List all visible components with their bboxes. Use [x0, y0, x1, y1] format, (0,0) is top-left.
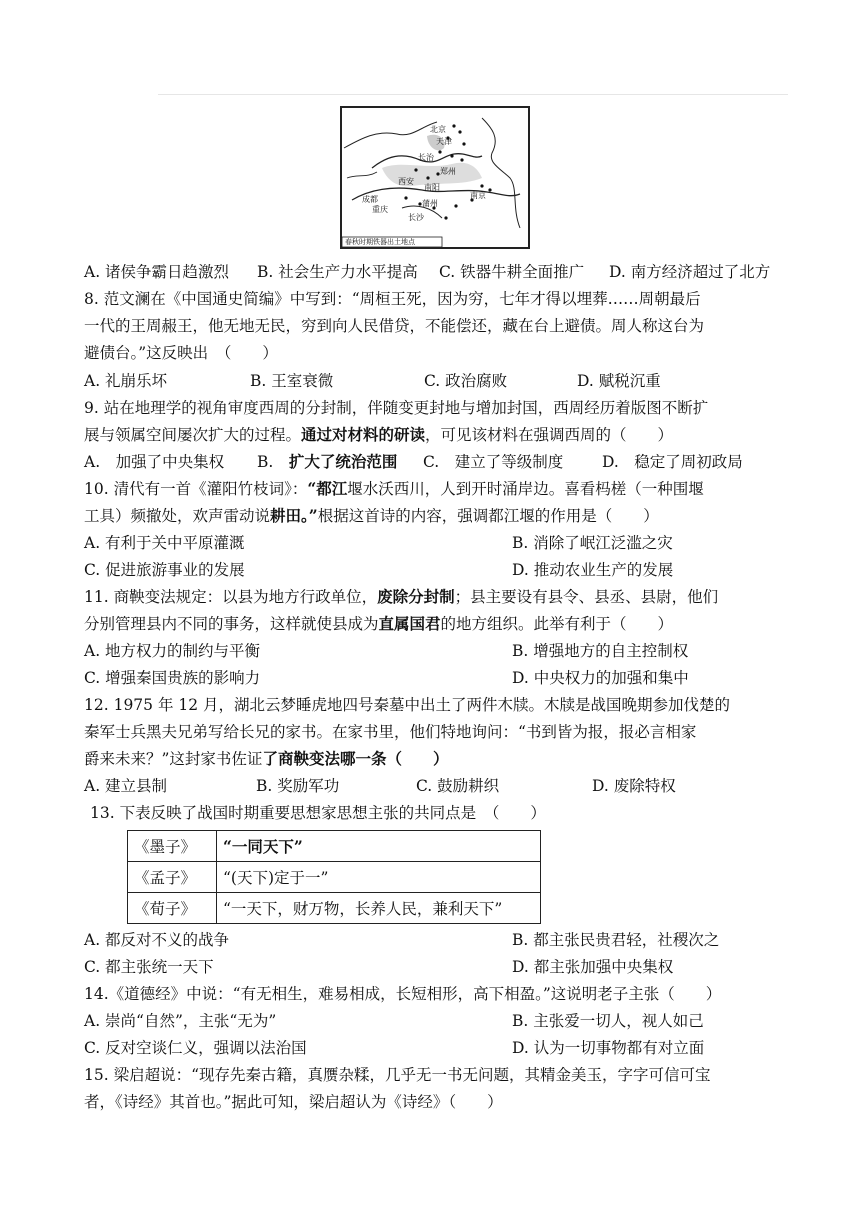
q11-option-d[interactable]: D. 中央权力的加强和集中	[512, 669, 689, 687]
table-cell-quote: “一天下，财万物，长养人民，兼利天下”	[217, 893, 541, 924]
q12-option-c[interactable]: C. 鼓励耕织	[416, 777, 500, 795]
map-caption: 春秋时期铁器出土地点	[345, 238, 415, 246]
q10-option-b[interactable]: B. 消除了岷江泛滥之灾	[512, 534, 673, 552]
q12-stem-line3	[84, 746, 448, 772]
q13-stem-line1: 13. 下表反映了战国时期重要思想家思想主张的共同点是 （ ）	[90, 804, 546, 822]
table-row	[128, 831, 541, 862]
map-label-chengdu: 成都	[362, 195, 378, 204]
q9-option-d[interactable]: D. 稳定了周初政局	[602, 453, 743, 471]
table-row	[128, 862, 541, 893]
q12-stem-text: 爵来未来？”这封家书佐证	[84, 750, 263, 768]
q12-stem-line2: 秦军士兵黑夫兄弟写给长兄的家书。在家书里，他们特地询问：“书到皆为报，报必言相家	[84, 723, 697, 741]
q13-option-c[interactable]: C. 都主张统一天下	[84, 958, 214, 976]
q12-option-d[interactable]: D. 废除特权	[592, 777, 676, 795]
q15-stem-line1: 15. 梁启超说：“现存先秦古籍，真赝杂糅，几乎无一书无问题，其精金美玉，字字可信可宝	[84, 1066, 711, 1084]
q9-stem-line1: 9. 站在地理学的视角审度西周的分封制，伴随变更封地与增加封国，西周经历着版图不断扩	[84, 399, 709, 417]
q9-option-b-prefix: B.	[257, 453, 289, 471]
q14-option-b[interactable]: B. 主张爱一切人，视人如己	[512, 1012, 704, 1030]
q8-option-a[interactable]: A. 礼崩乐坏	[84, 372, 168, 390]
q8-option-c[interactable]: C. 政治腐败	[424, 372, 508, 390]
q11-option-c[interactable]: C. 增强秦国贵族的影响力	[84, 669, 261, 687]
table-cell-quote: “(天下)定于一”	[217, 862, 541, 893]
q10-stem-tail: 堰水沃西川，人到开时涌岸边。喜看杩槎（一种围堰	[347, 480, 704, 498]
q10-bold-gengtian: 耕田。”	[270, 506, 318, 525]
q8-stem-line1: 8. 范文澜在《中国通史简编》中写到：“周桓王死，因为穷，七年才得以埋葬……周朝最后	[84, 290, 701, 308]
q10-bold-quote: “都江	[307, 479, 348, 498]
map-label-xian: 西安	[398, 177, 414, 186]
table-cell-quote: “一同天下”	[217, 831, 541, 862]
q11-stem-line2	[84, 611, 673, 637]
table-cell-book: 《荀子》	[128, 893, 217, 924]
q14-option-c[interactable]: C. 反对空谈仁义，强调以法治国	[84, 1039, 307, 1057]
q10-stem-line1	[84, 476, 704, 502]
q12-option-b[interactable]: B. 奖励军功	[256, 777, 340, 795]
q15-stem-line2: 者，《诗经》其首也。”据此可知，梁启超认为《诗经》（ ）	[84, 1093, 503, 1111]
q13-thinkers-table	[127, 830, 541, 924]
q13-option-b[interactable]: B. 都主张民贵君轻，社稷次之	[512, 931, 720, 949]
q12-stem-line1: 12. 1975 年 12 月，湖北云梦睡虎地四号秦墓中出土了两件木牍。木牍是战国晚期参加伐楚的	[84, 696, 731, 714]
q9-bold-phrase: 通过对材料的研读	[301, 425, 426, 444]
q11-stem-line1	[84, 584, 718, 610]
q11-option-b[interactable]: B. 增强地方的自主控制权	[512, 642, 689, 660]
q9-option-b-bold: 扩大了统治范围	[288, 452, 398, 471]
q7-option-c[interactable]: C. 铁器牛耕全面推广	[439, 263, 585, 281]
q12-bold-tail: 了商鞅变法哪一条（ ）	[262, 749, 449, 768]
q8-option-d[interactable]: D. 赋税沉重	[577, 372, 661, 390]
q7-option-a[interactable]: A. 诸侯争霸日趋激烈	[84, 263, 230, 281]
q14-option-d[interactable]: D. 认为一切事物都有对立面	[512, 1039, 705, 1057]
table-cell-book: 《墨子》	[128, 831, 217, 862]
q12-option-a[interactable]: A. 建立县制	[84, 777, 168, 795]
q9-option-b[interactable]	[257, 449, 397, 475]
q11-bold-direct: 直属国君	[378, 614, 441, 633]
q10-option-d[interactable]: D. 推动农业生产的发展	[512, 561, 674, 579]
q9-option-a[interactable]: A. 加强了中央集权	[84, 453, 225, 471]
map-label-puzhou: 蒲州	[422, 199, 438, 208]
map-label-chongqing: 重庆	[372, 205, 388, 214]
q11-stem-tail: ；县主要设有县令、县丞、县尉，他们	[454, 588, 719, 606]
map-label-changzhi: 长治	[418, 153, 434, 162]
iron-tools-map	[340, 106, 530, 249]
header-rule	[158, 94, 788, 95]
table-row	[128, 893, 541, 924]
q11-option-a[interactable]: A. 地方权力的制约与平衡	[84, 642, 261, 660]
q10-stem-text2: 工具）频撤处，欢声雷动说	[84, 507, 271, 525]
q10-stem-text: 10. 清代有一首《灌阳竹枝词》：	[84, 480, 308, 498]
q7-option-b[interactable]: B. 社会生产力水平提高	[257, 263, 418, 281]
q10-option-a[interactable]: A. 有利于关中平原灌溉	[84, 534, 245, 552]
q8-stem-line3: 避债台。”这反映出 （ ）	[84, 344, 278, 362]
q8-stem-line2: 一代的王周赧王，他无地无民，穷到向人民借贷，不能偿还，藏在台上避债。周人称这台为	[84, 317, 705, 335]
q7-option-d[interactable]: D. 南方经济超过了北方	[609, 263, 771, 281]
q10-option-c[interactable]: C. 促进旅游事业的发展	[84, 561, 245, 579]
q10-stem-line2	[84, 503, 659, 529]
q9-stem-tail: ，可见该材料在强调西周的（ ）	[425, 426, 674, 444]
q9-stem-text: 展与领属空间屡次扩大的过程。	[84, 426, 302, 444]
q11-stem-tail2: 的地方组织。此举有利于（ ）	[440, 615, 674, 633]
q10-stem-tail2: 根据这首诗的内容，强调都江堰的作用是（ ）	[317, 507, 659, 525]
q14-option-a[interactable]: A. 崇尚“自然”，主张“无为”	[84, 1012, 277, 1030]
q11-stem-text: 11. 商鞅变法规定：以县为地方行政单位，	[84, 588, 378, 606]
q9-option-c[interactable]: C. 建立了等级制度	[423, 453, 564, 471]
q11-stem-text2: 分别管理县内不同的事务，这样就使县成为	[84, 615, 379, 633]
map-label-nanjing: 南京	[470, 191, 486, 200]
map-label-zhengzhou: 郑州	[440, 167, 456, 176]
q13-option-a[interactable]: A. 都反对不义的战争	[84, 931, 230, 949]
map-label-changsha: 长沙	[408, 213, 424, 222]
map-label-nanyang: 南阳	[424, 183, 440, 192]
table-cell-book: 《孟子》	[128, 862, 217, 893]
q9-stem-line2	[84, 422, 673, 448]
map-label-tianjin: 天津	[436, 137, 452, 146]
q8-option-b[interactable]: B. 王室衰微	[250, 372, 334, 390]
map-label-beijing: 北京	[430, 125, 446, 134]
q13-option-d[interactable]: D. 都主张加强中央集权	[512, 958, 674, 976]
q11-bold-abolish: 废除分封制	[377, 587, 455, 606]
q14-stem-line1: 14.《道德经》中说：“有无相生，难易相成，长短相形，高下相盈。”这说明老子主张（ ）	[84, 985, 722, 1003]
